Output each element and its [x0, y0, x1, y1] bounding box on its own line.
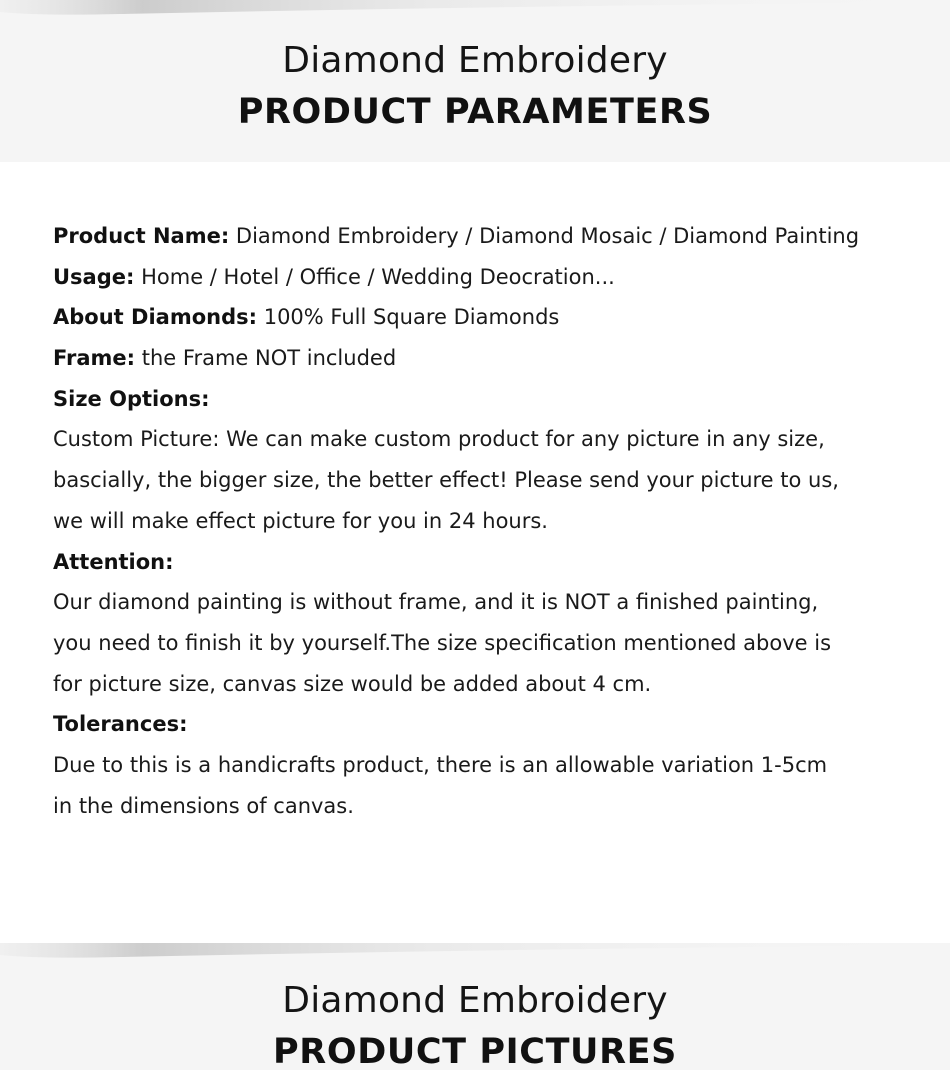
attention-text-line: you need to finish it by yourself.The size specification mentioned above is [53, 630, 832, 655]
pictures-banner-title: PRODUCT PICTURES [273, 1032, 677, 1070]
frame-label: Frame: [53, 346, 136, 371]
about-diamonds-row [53, 297, 933, 338]
parameters-banner-subtitle: Diamond Embroidery [282, 40, 668, 81]
product-name-row [53, 216, 933, 257]
tolerances-label: Tolerances: [53, 712, 188, 737]
frame-value: the Frame NOT included [141, 346, 397, 371]
pictures-banner [0, 943, 950, 1070]
usage-label: Usage: [53, 264, 135, 289]
product-parameters-list [53, 216, 933, 826]
size-options-text-line: we will make effect picture for you in 24 hours. [53, 508, 548, 533]
tolerances-text-line: Due to this is a handicrafts product, there is an allowable variation 1-5cm [53, 752, 828, 777]
attention-text-line: Our diamond painting is without frame, and it is NOT a finished painting, [53, 590, 819, 615]
pictures-banner-subtitle: Diamond Embroidery [282, 980, 668, 1021]
attention-heading [53, 542, 933, 583]
about-diamonds-value: 100% Full Square Diamonds [263, 305, 560, 330]
usage-value: Home / Hotel / Office / Wedding Deocration... [141, 264, 615, 289]
usage-row [53, 257, 933, 298]
about-diamonds-label: About Diamonds: [53, 305, 258, 330]
size-options-text-line: bascially, the bigger size, the better effect! Please send your picture to us, [53, 468, 839, 493]
size-options-heading [53, 379, 933, 420]
size-options-label: Size Options: [53, 386, 210, 411]
attention-text-line: for picture size, canvas size would be added about 4 cm. [53, 671, 652, 696]
size-options-text-line: Custom Picture: We can make custom product for any picture in any size, [53, 427, 825, 452]
banner-swoosh-shadow [0, 0, 950, 26]
parameters-banner [0, 0, 950, 162]
tolerances-heading [53, 704, 933, 745]
product-name-value: Diamond Embroidery / Diamond Mosaic / Diamond Painting [235, 224, 860, 248]
tolerances-text-line: in the dimensions of canvas. [53, 793, 354, 818]
banner-swoosh-shadow [0, 943, 950, 969]
attention-label: Attention: [53, 549, 174, 574]
frame-row [53, 338, 933, 379]
product-name-label: Product Name: [53, 224, 230, 248]
parameters-banner-title: PRODUCT PARAMETERS [237, 92, 713, 132]
